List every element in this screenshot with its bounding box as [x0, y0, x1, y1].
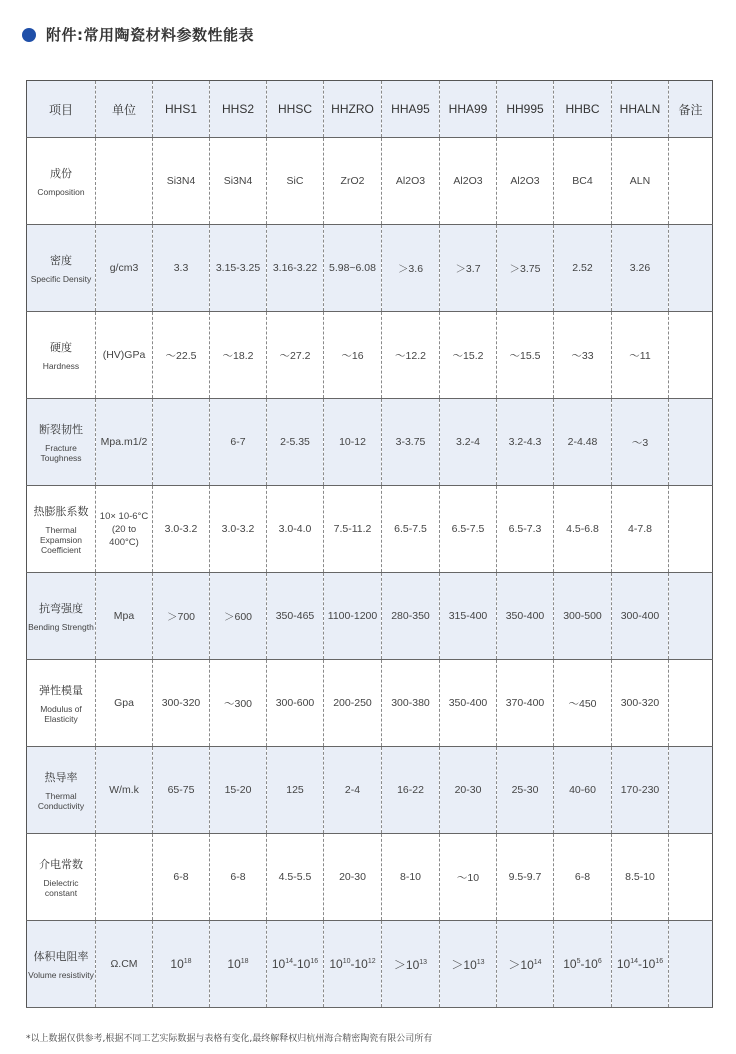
- value-cell: ～12.2: [382, 312, 440, 399]
- value-cell: 15-20: [210, 747, 267, 834]
- property-name-zh: 弹性模量: [39, 684, 83, 697]
- value-exponent: 16: [655, 958, 664, 965]
- value-cell: 4.5-5.5: [267, 834, 324, 921]
- value-cell: 3.2-4: [440, 399, 497, 486]
- note-cell: [669, 312, 713, 399]
- ceramic-properties-table: [26, 80, 713, 1008]
- value-cell: 2-4: [324, 747, 382, 834]
- value-base: 10: [329, 957, 343, 971]
- property-label-cell: [27, 573, 96, 660]
- value-prefix: ＞: [451, 957, 464, 972]
- table-row: [27, 486, 713, 573]
- unit-cell: (HV)GPa: [96, 312, 153, 399]
- property-label-cell: [27, 312, 96, 399]
- column-header: HHBC: [554, 81, 612, 138]
- value-cell: 350-400: [440, 660, 497, 747]
- value-cell: 200-250: [324, 660, 382, 747]
- value-cell: ＞700: [153, 573, 210, 660]
- value-cell: [612, 921, 669, 1008]
- value-cell: 3.16-3.22: [267, 225, 324, 312]
- value-cell: 300-600: [267, 660, 324, 747]
- value-base: 10: [520, 957, 534, 972]
- property-name-zh: 介电常数: [39, 858, 83, 871]
- unit-cell: [96, 138, 153, 225]
- value-cell: 4.5-6.8: [554, 486, 612, 573]
- value-prefix: ＞: [508, 957, 521, 972]
- table-row: [27, 660, 713, 747]
- property-label-cell: [27, 660, 96, 747]
- value-cell: 40-60: [554, 747, 612, 834]
- value-cell: ～450: [554, 660, 612, 747]
- note-cell: [669, 834, 713, 921]
- value-cell: 4-7.8: [612, 486, 669, 573]
- value-cell: [210, 921, 267, 1008]
- value-cell: 65-75: [153, 747, 210, 834]
- value-exponent: 14: [533, 958, 542, 966]
- value-cell: ～15.2: [440, 312, 497, 399]
- value-cell: 8.5-10: [612, 834, 669, 921]
- value-cell: Si3N4: [153, 138, 210, 225]
- property-name-zh: 密度: [50, 254, 72, 267]
- value-cell: 6.5-7.5: [440, 486, 497, 573]
- value-cell: 125: [267, 747, 324, 834]
- property-name-en: Hardness: [42, 361, 80, 371]
- value-cell: 2.52: [554, 225, 612, 312]
- note-cell: [669, 399, 713, 486]
- unit-cell: Mpa: [96, 573, 153, 660]
- value-cell: 3.0-3.2: [153, 486, 210, 573]
- value-cell: [382, 921, 440, 1008]
- value-cell: ＞3.6: [382, 225, 440, 312]
- value-cell: 3.15-3.25: [210, 225, 267, 312]
- property-name-zh: 体积电阻率: [33, 950, 89, 963]
- value-cell: [324, 921, 382, 1008]
- value-cell: 2-5.35: [267, 399, 324, 486]
- property-label-cell: [27, 225, 96, 312]
- note-cell: [669, 921, 713, 1008]
- value-cell: 170-230: [612, 747, 669, 834]
- value-cell: [440, 921, 497, 1008]
- value-cell: 3.3: [153, 225, 210, 312]
- value-cell: [153, 921, 210, 1008]
- value-base: 10: [227, 957, 241, 971]
- table-row: [27, 573, 713, 660]
- table-row: [27, 138, 713, 225]
- unit-cell: 10× 10-6°C (20 to 400°C): [96, 486, 153, 573]
- value-cell: 370-400: [497, 660, 554, 747]
- column-header: 单位: [96, 81, 153, 138]
- value-exponent: 12: [367, 958, 376, 965]
- value-exponent: 18: [240, 958, 249, 965]
- note-cell: [669, 573, 713, 660]
- unit-cell: Ω.CM: [96, 921, 153, 1008]
- value-base: 10: [405, 957, 420, 972]
- value-cell: Al2O3: [497, 138, 554, 225]
- note-cell: [669, 660, 713, 747]
- value-cell: 3-3.75: [382, 399, 440, 486]
- value-cell: ALN: [612, 138, 669, 225]
- column-header: HHS2: [210, 81, 267, 138]
- value-cell: ～11: [612, 312, 669, 399]
- value-cell: ～22.5: [153, 312, 210, 399]
- value-separator: -: [350, 957, 355, 971]
- column-header: 备注: [669, 81, 713, 138]
- property-name-en: Dielectric constant: [43, 878, 79, 898]
- title-row: [22, 24, 254, 45]
- column-header: HHALN: [612, 81, 669, 138]
- value-cell: [153, 399, 210, 486]
- note-cell: [669, 486, 713, 573]
- value-cell: 5.98~6.08: [324, 225, 382, 312]
- property-name-en: Modulus of Elasticity: [40, 704, 82, 724]
- value-cell: ～300: [210, 660, 267, 747]
- value-cell: 1100-1200: [324, 573, 382, 660]
- value-base: 10: [563, 957, 577, 971]
- value-cell: 3.2-4.3: [497, 399, 554, 486]
- unit-cell: Gpa: [96, 660, 153, 747]
- value-cell: Al2O3: [382, 138, 440, 225]
- value-cell: 6.5-7.5: [382, 486, 440, 573]
- table-row: [27, 225, 713, 312]
- value-cell: 25-30: [497, 747, 554, 834]
- value-exponent: 14: [285, 958, 293, 965]
- value-cell: 8-10: [382, 834, 440, 921]
- table-row: [27, 399, 713, 486]
- column-header: 项目: [27, 81, 96, 138]
- value-cell: 300-320: [153, 660, 210, 747]
- value-exponent: 14: [630, 958, 638, 965]
- value-base: 10: [642, 957, 656, 971]
- property-name-en: Thermal Expamsion Coefficient: [39, 525, 83, 555]
- value-cell: ～10: [440, 834, 497, 921]
- property-label-cell: [27, 138, 96, 225]
- property-label-cell: [27, 486, 96, 573]
- property-name-zh: 热膨胀系数: [33, 505, 89, 518]
- value-exponent: 13: [419, 958, 428, 966]
- value-cell: 280-350: [382, 573, 440, 660]
- value-base: 10: [616, 957, 631, 971]
- note-cell: [669, 747, 713, 834]
- property-name-en: Thermal Conductivity: [37, 791, 85, 811]
- property-name-zh: 热导率: [44, 771, 78, 784]
- property-name-en: Fracture Toughness: [40, 443, 82, 463]
- value-cell: 16-22: [382, 747, 440, 834]
- value-base: 10: [170, 957, 184, 971]
- note-cell: [669, 225, 713, 312]
- value-exponent: 18: [183, 958, 192, 965]
- value-cell: ＞3.75: [497, 225, 554, 312]
- property-name-zh: 硬度: [50, 341, 72, 354]
- value-cell: ＞3.7: [440, 225, 497, 312]
- value-cell: 300-380: [382, 660, 440, 747]
- property-label-cell: [27, 747, 96, 834]
- unit-cell: Mpa.m1/2: [96, 399, 153, 486]
- value-cell: [497, 921, 554, 1008]
- value-exponent: 6: [597, 958, 602, 965]
- value-cell: 10-12: [324, 399, 382, 486]
- value-cell: 20-30: [324, 834, 382, 921]
- table-row: [27, 921, 713, 1008]
- value-base: 10: [463, 957, 477, 972]
- value-cell: 6-8: [210, 834, 267, 921]
- value-cell: ～33: [554, 312, 612, 399]
- value-cell: [267, 921, 324, 1008]
- value-cell: 350-400: [497, 573, 554, 660]
- value-cell: 3.26: [612, 225, 669, 312]
- column-header: HHA99: [440, 81, 497, 138]
- value-exponent: 10: [342, 958, 351, 965]
- property-label-cell: [27, 399, 96, 486]
- value-cell: 300-400: [612, 573, 669, 660]
- property-name-zh: 断裂韧性: [39, 423, 83, 436]
- value-cell: ～27.2: [267, 312, 324, 399]
- value-cell: 3.0-3.2: [210, 486, 267, 573]
- value-prefix: ＞: [393, 957, 406, 972]
- value-cell: ZrO2: [324, 138, 382, 225]
- table-row: [27, 747, 713, 834]
- column-header: HHA95: [382, 81, 440, 138]
- note-cell: [669, 138, 713, 225]
- value-cell: 6.5-7.3: [497, 486, 554, 573]
- value-exponent: 13: [476, 958, 485, 966]
- value-base: 10: [271, 957, 286, 971]
- property-name-zh: 成份: [50, 167, 72, 180]
- value-cell: 300-500: [554, 573, 612, 660]
- property-label-cell: [27, 834, 96, 921]
- value-cell: 2-4.48: [554, 399, 612, 486]
- value-cell: 20-30: [440, 747, 497, 834]
- unit-cell: W/m.k: [96, 747, 153, 834]
- value-cell: 350-465: [267, 573, 324, 660]
- table-row: [27, 312, 713, 399]
- value-cell: 9.5-9.7: [497, 834, 554, 921]
- value-cell: SiC: [267, 138, 324, 225]
- page-title: 附件:常用陶瓷材料参数性能表: [46, 26, 254, 44]
- value-cell: ～16: [324, 312, 382, 399]
- value-cell: 7.5-11.2: [324, 486, 382, 573]
- property-name-en: Composition: [37, 187, 85, 197]
- value-base: 10: [584, 957, 598, 971]
- property-name-en: Specific Density: [30, 274, 92, 284]
- value-cell: 3.0-4.0: [267, 486, 324, 573]
- value-separator: -: [580, 957, 585, 971]
- value-cell: [554, 921, 612, 1008]
- column-header: HHZRO: [324, 81, 382, 138]
- column-header: HHSC: [267, 81, 324, 138]
- value-cell: 300-320: [612, 660, 669, 747]
- property-name-en: Volume resistivity: [28, 970, 94, 980]
- value-base: 10: [354, 957, 368, 971]
- column-header: HHS1: [153, 81, 210, 138]
- value-cell: 6-8: [153, 834, 210, 921]
- value-cell: 315-400: [440, 573, 497, 660]
- value-separator: -: [638, 957, 642, 971]
- footnote: *以上数据仅供参考,根据不同工艺实际数据与表格有变化,最终解释权归杭州海合精密陶瓷有限公司所有: [26, 1034, 433, 1044]
- value-separator: -: [293, 957, 297, 971]
- value-exponent: 5: [576, 958, 581, 965]
- value-cell: ＞600: [210, 573, 267, 660]
- value-exponent: 16: [310, 958, 319, 965]
- table-header-row: [27, 81, 713, 138]
- unit-cell: [96, 834, 153, 921]
- value-cell: 6-7: [210, 399, 267, 486]
- value-cell: BC4: [554, 138, 612, 225]
- bullet-dot-icon: [22, 28, 36, 42]
- value-cell: 6-8: [554, 834, 612, 921]
- value-cell: ～18.2: [210, 312, 267, 399]
- unit-cell: g/cm3: [96, 225, 153, 312]
- property-name-en: Bending Strength: [28, 622, 94, 632]
- value-cell: Al2O3: [440, 138, 497, 225]
- value-cell: ～3: [612, 399, 669, 486]
- property-label-cell: [27, 921, 96, 1008]
- column-header: HH995: [497, 81, 554, 138]
- value-cell: Si3N4: [210, 138, 267, 225]
- table-row: [27, 834, 713, 921]
- value-base: 10: [297, 957, 311, 971]
- property-name-zh: 抗弯强度: [39, 602, 83, 615]
- value-cell: ～15.5: [497, 312, 554, 399]
